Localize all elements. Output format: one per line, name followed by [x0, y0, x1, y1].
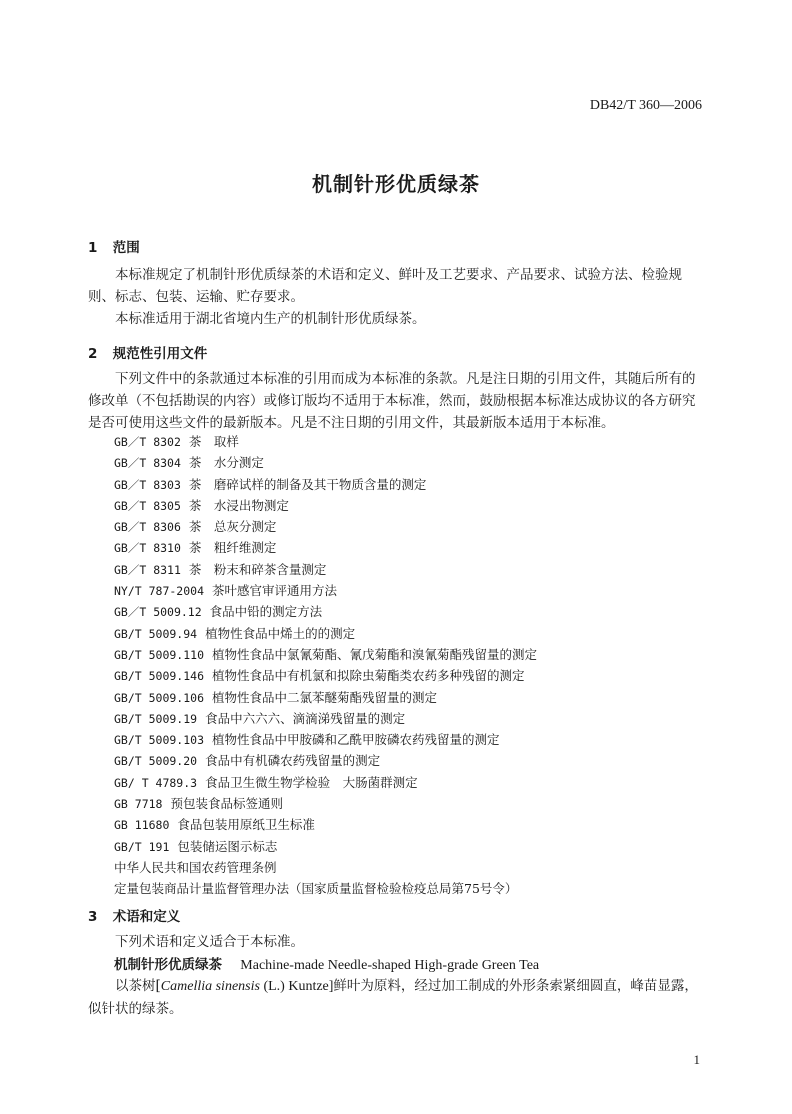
reference-title: 茶 水分测定: [188, 455, 264, 471]
reference-title: 食品卫生微生物学检验 大肠菌群测定: [205, 774, 418, 790]
section-3-heading: [88, 905, 180, 925]
reference-item: [114, 431, 537, 452]
section-1-paragraph-2: 本标准适用于湖北省境内生产的机制针形优质绿茶。: [115, 311, 426, 327]
term-chinese: 机制针形优质绿茶: [114, 957, 222, 973]
reference-code: GB/T 5009.146: [114, 669, 205, 684]
reference-title: 植物性食品中二氯苯醚菊酯残留量的测定: [212, 689, 438, 705]
reference-code: GB/T 5009.106: [114, 690, 205, 705]
reference-title: 茶 粗纤维测定: [188, 540, 277, 556]
reference-title: 食品包装用原纸卫生标准: [177, 817, 315, 833]
reference-code: GB 7718: [114, 797, 163, 812]
reference-title: 茶 取样: [188, 434, 239, 449]
reference-title: 食品中有机磷农药残留量的测定: [205, 753, 381, 769]
reference-item: [114, 793, 537, 814]
section-1-paragraph-1: 本标准规定了机制针形优质绿茶的术语和定义、鲜叶及工艺要求、产品要求、试验方法、检验规则、标志、包装、运输、贮存要求。: [88, 267, 682, 305]
reference-item: [114, 537, 537, 558]
section-title: 规范性引用文件: [112, 346, 208, 362]
reference-code: GB／T 8302: [114, 435, 181, 449]
section-number: 3: [88, 909, 98, 925]
reference-item: [114, 516, 537, 537]
reference-title: 茶 水浸出物测定: [188, 497, 289, 513]
reference-title: 植物性食品中氯氰菊酯、氰戊菊酯和溴氰菊酯残留量的测定: [212, 646, 538, 662]
document-title: 机制针形优质绿茶: [312, 172, 480, 196]
section-title: 范围: [112, 240, 140, 256]
term-entry: [114, 953, 539, 974]
reference-item: [114, 644, 537, 665]
reference-title: 植物性食品中甲胺磷和乙酰甲胺磷农药残留量的测定: [212, 732, 500, 748]
reference-code: GB／T 8305: [114, 498, 181, 513]
reference-code: GB／T 5009.12: [114, 605, 202, 620]
section-number: 1: [88, 240, 98, 256]
section-3-intro: 下列术语和定义适合于本标准。: [115, 934, 304, 950]
reference-title: 茶 粉末和碎茶含量测定: [188, 561, 327, 577]
definition-latin-name: Camellia sinensis: [160, 979, 260, 994]
reference-code: GB/T 5009.20: [114, 754, 198, 769]
reference-item: [114, 495, 537, 516]
reference-code: GB／T 8303: [114, 477, 181, 492]
reference-code: GB 11680: [114, 818, 170, 833]
reference-code: GB／T 8311: [114, 562, 181, 577]
reference-code: GB/T 5009.94: [114, 626, 198, 641]
section-title: 术语和定义: [112, 909, 181, 925]
definition-suffix: 鲜叶为原料，经过加工制成的外形条索紧细圆直，峰苗显露，似针状的绿茶。: [88, 978, 698, 1017]
reference-code: GB/T 5009.110: [114, 647, 205, 662]
reference-item: [114, 559, 537, 580]
section-number: 2: [88, 346, 98, 362]
reference-code: GB/ T 4789.3: [114, 775, 198, 790]
reference-title: 定量包装商品计量监督管理办法（国家质量监督检验检疫总局第75号令）: [114, 881, 518, 897]
reference-title: 包装储运图示标志: [177, 838, 278, 854]
definition-prefix: 以茶树[: [115, 978, 161, 994]
section-2-heading: [88, 342, 207, 362]
term-english: Machine-made Needle-shaped High-grade Green Tea: [240, 958, 540, 973]
reference-item: [114, 857, 537, 878]
reference-item: [114, 452, 537, 473]
definition-author: (L.) Kuntze]: [259, 979, 334, 994]
reference-code: GB／T 8304: [114, 456, 181, 471]
reference-list: [114, 431, 537, 900]
reference-title: 食品中六六六、滴滴涕残留量的测定: [205, 710, 406, 726]
reference-item: [114, 878, 537, 899]
term-definition: [88, 975, 706, 1020]
reference-title: 植物性食品中烯土的的测定: [205, 625, 356, 641]
reference-item: [114, 729, 537, 750]
reference-title: 中华人民共和国农药管理条例: [114, 859, 277, 875]
section-2-intro: 下列文件中的条款通过本标准的引用而成为本标准的条款。凡是注日期的引用文件，其随后所有的修改单（不包括勘误的内容）或修订版均不适用于本标准，然而，鼓励根据本标准达成协议的各方研究是否可使用这些文件的最新版本。凡是不注日期的引用文件，其最新版本适用于本标准。: [88, 371, 696, 431]
reference-item: [114, 474, 537, 495]
page-number: 1: [693, 1052, 700, 1067]
reference-code: NY/T 787-2004: [114, 584, 205, 599]
reference-item: [114, 750, 537, 771]
document-code: DB42/T 360—2006: [589, 98, 702, 113]
reference-item: [114, 580, 537, 601]
reference-item: [114, 814, 537, 835]
reference-code: GB／T 8310: [114, 541, 181, 556]
reference-item: [114, 601, 537, 622]
reference-item: [114, 836, 537, 857]
reference-code: GB/T 191: [114, 839, 170, 854]
reference-code: GB/T 5009.19: [114, 711, 198, 726]
reference-item: [114, 687, 537, 708]
reference-title: 茶 磨碎试样的制备及其干物质含量的测定: [188, 476, 427, 492]
reference-item: [114, 623, 537, 644]
reference-code: GB/T 5009.103: [114, 733, 205, 748]
reference-item: [114, 772, 537, 793]
reference-title: 茶 总灰分测定: [188, 519, 277, 535]
reference-title: 茶叶感官审评通用方法: [212, 583, 338, 599]
section-1-heading: [88, 236, 140, 256]
reference-title: 预包装食品标签通则: [170, 796, 283, 812]
reference-code: GB／T 8306: [114, 520, 181, 535]
reference-title: 植物性食品中有机氯和拟除虫菊酯类农药多种残留的测定: [212, 668, 525, 684]
reference-title: 食品中铅的测定方法: [209, 604, 323, 620]
reference-item: [114, 708, 537, 729]
reference-item: [114, 665, 537, 686]
